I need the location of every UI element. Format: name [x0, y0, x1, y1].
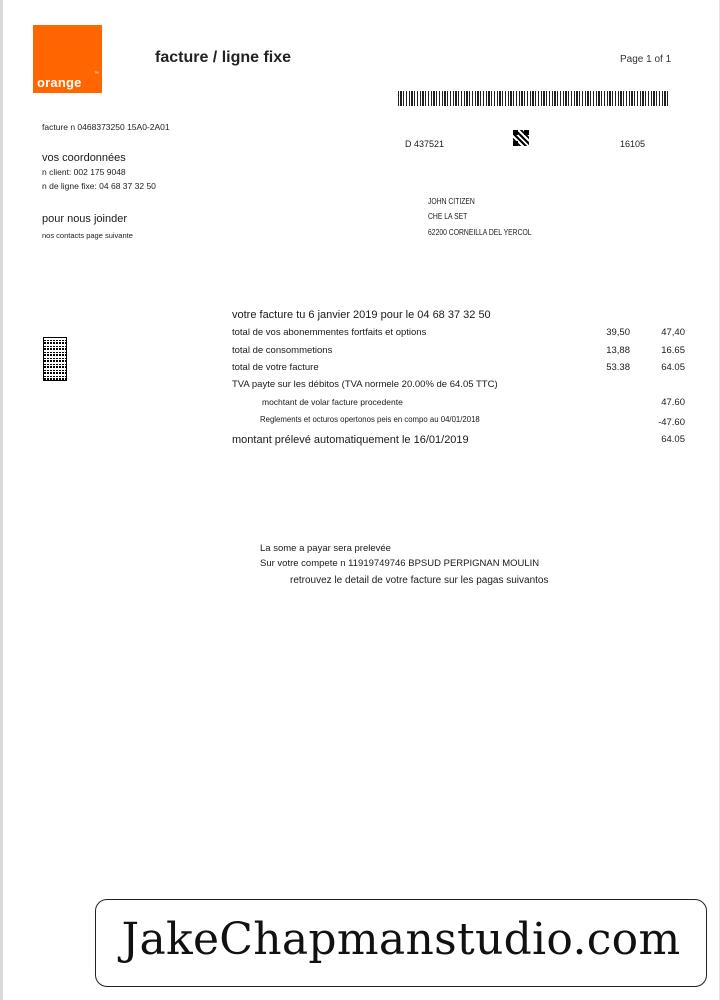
logo-trademark: ™ [94, 71, 99, 77]
client-number: n client: 002 175 9048 [42, 167, 126, 177]
summary-row-label: montant prélevé automatiquement le 16/01/2019 [232, 434, 469, 446]
contact-heading: pour nous joinder [42, 213, 128, 225]
line-number: n de ligne fixe: 04 68 37 32 50 [42, 181, 156, 191]
summary-row-ttc: 64.05 [661, 434, 685, 445]
summary-row [232, 327, 687, 343]
summary-heading: votre facture tu 6 janvier 2019 pour le 04 68 37 32 50 [232, 309, 491, 321]
summary-row [232, 415, 687, 431]
summary-row-label: mochtant de volar facture procedente [262, 397, 403, 407]
summary-row-ttc: 16.65 [661, 345, 685, 356]
summary-row-ttc: 64.05 [661, 362, 685, 373]
orange-logo [33, 25, 102, 93]
summary-row-ttc: 47,40 [661, 327, 685, 338]
page-edge-left [0, 0, 3, 1000]
coordinates-heading: vos coordonnées [42, 152, 126, 164]
summary-row-ht: 39,50 [606, 327, 630, 338]
summary-row [232, 379, 687, 395]
summary-row-ht: 53.38 [606, 362, 630, 373]
qr-code-icon [513, 130, 529, 146]
barcode [398, 91, 670, 106]
document-reference: D 437521 [405, 139, 445, 149]
summary-row [232, 434, 687, 450]
recipient-city-line: 62200 CORNEILLA DEL YERCOL [428, 228, 532, 237]
summary-row-label: total de vos abonemmentes fortfaits et options [232, 327, 427, 338]
datamatrix-pattern [44, 338, 66, 380]
summary-row [232, 397, 687, 413]
payment-detail-note: retrouvez le detail de votre facture sur les pagas suivantos [290, 575, 549, 586]
page-number: Page 1 of 1 [620, 54, 672, 65]
summary-row [232, 362, 687, 378]
summary-row-label: TVA payte sur les débitos (TVA normele 20.00% de 64.05 TTC) [232, 379, 498, 390]
document-title: facture / ligne fixe [155, 49, 292, 66]
watermark-box [95, 899, 707, 987]
recipient-address-line: CHE LA SET [428, 212, 468, 221]
recipient-name: JOHN CITIZEN [428, 197, 475, 206]
payment-account: Sur votre compete n 11919749746 BPSUD PERPIGNAN MOULIN [260, 558, 540, 569]
summary-row-ttc: -47.60 [658, 417, 685, 428]
summary-row-ttc: 47.60 [661, 397, 685, 408]
summary-row-label: Reglements et octuros opertonos peis en compo au 04/01/2018 [260, 415, 480, 424]
payment-notice: La some a payar sera prelevée [260, 543, 391, 554]
summary-row-label: total de votre facture [232, 362, 319, 373]
summary-row-ht: 13,88 [606, 345, 630, 356]
contact-subtext: nos contacts page suivante [42, 231, 133, 240]
sorting-code: 16105 [620, 139, 646, 149]
logo-text: orange [37, 75, 82, 90]
summary-row [232, 345, 687, 361]
summary-row-label: total de consommetions [232, 345, 333, 356]
watermark-text: JakeChapmanstudio.com [121, 914, 681, 965]
invoice-reference: facture n 0468373250 15A0-2A01 [42, 122, 170, 132]
